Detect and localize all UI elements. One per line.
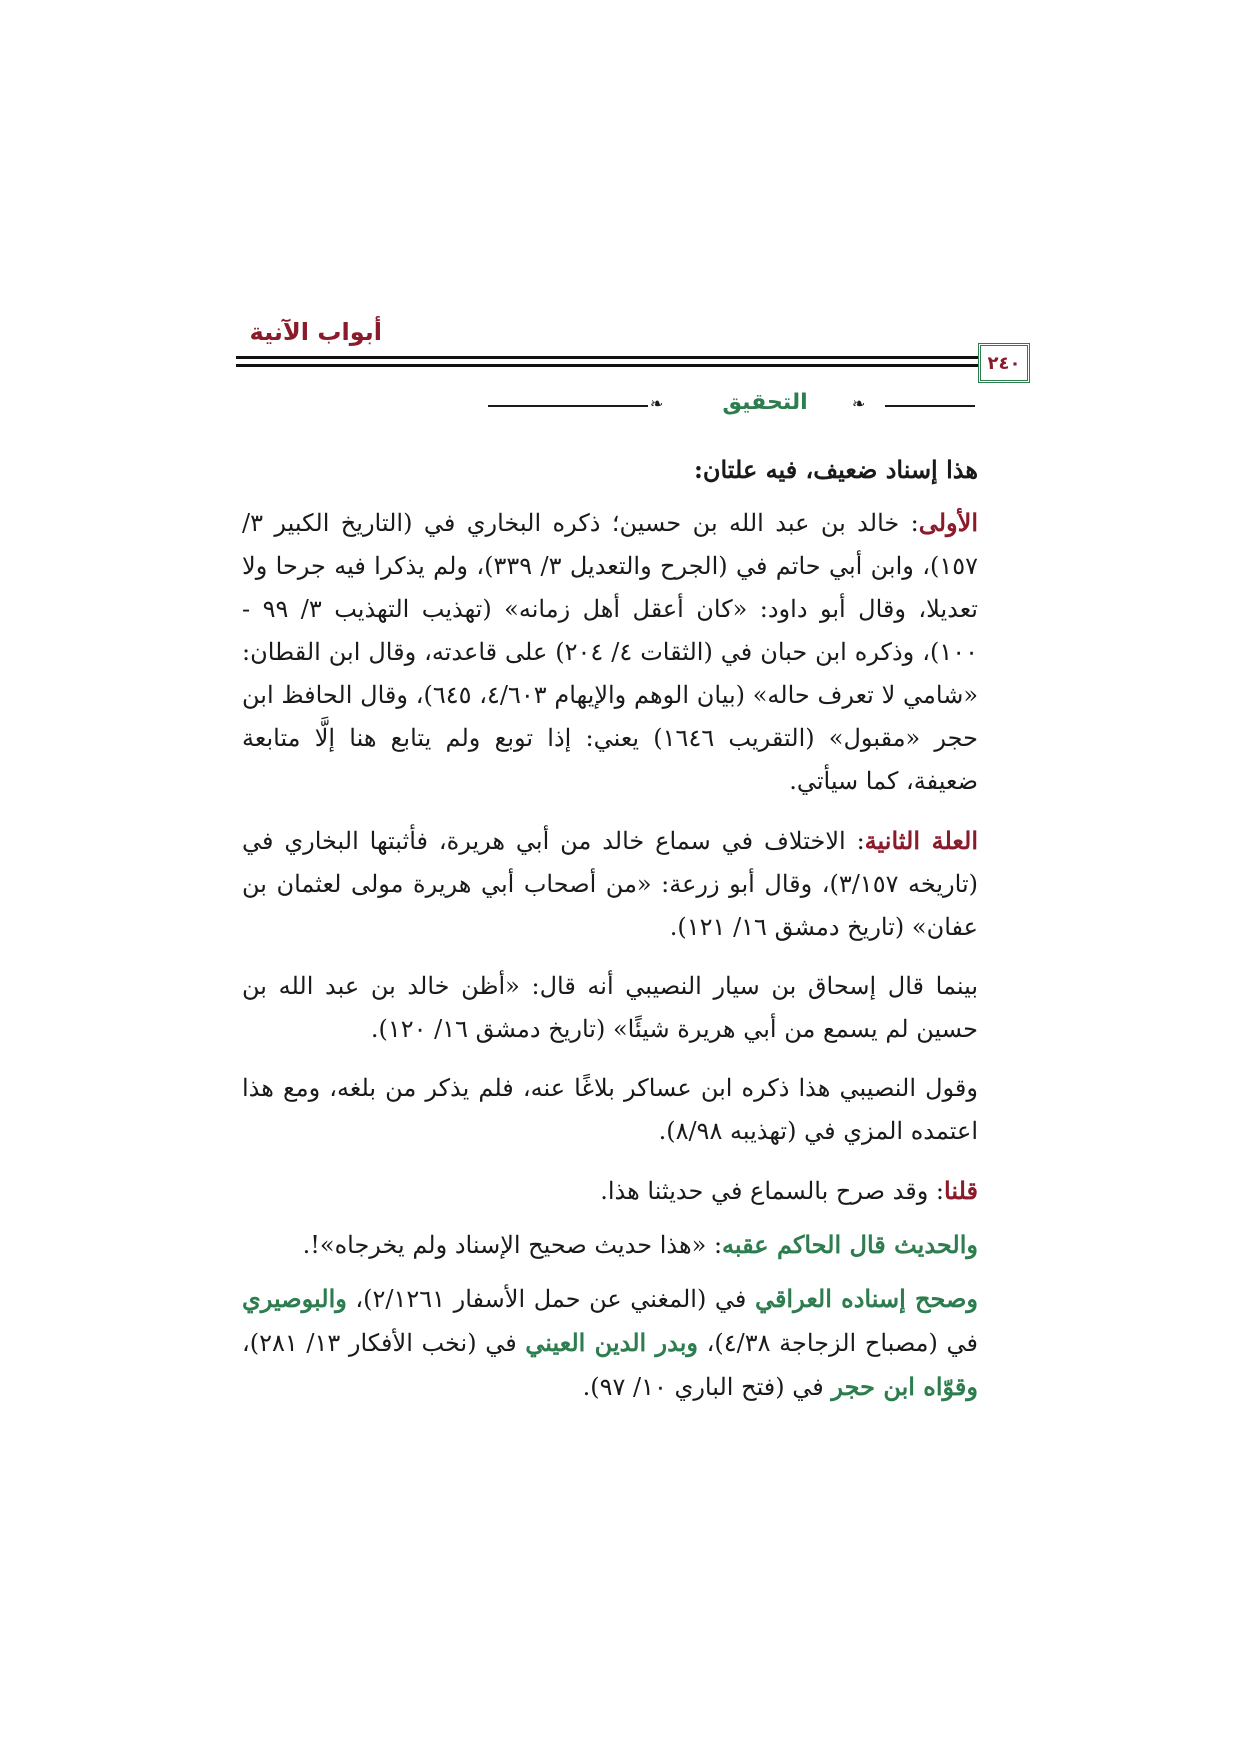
second-reason-label: العلة الثانية <box>864 826 978 855</box>
qulna-text: : وقد صرح بالسماع في حديثنا هذا. <box>600 1177 945 1205</box>
first-reason-label: الأولى <box>918 508 978 537</box>
paragraph-nusaybi-comment: وقول النصيبي هذا ذكره ابن عساكر بلاغًا عنه، فلم يذكر من بلغه، ومع هذا اعتمده المزي في (تهذيبه ٨/٩٨). <box>242 1074 978 1145</box>
busiri-text: في (مصباح الزجاجة ٤/٣٨)، <box>698 1329 978 1357</box>
page-number: ٢٤٠ <box>978 343 1030 383</box>
paragraph-authentication <box>242 1277 978 1409</box>
first-reason-text: : خالد بن عبد الله بن حسين؛ ذكره البخاري في (التاريخ الكبير ٣/ ١٥٧)، وابن أبي حاتم في (الجرح والتعديل ٣/ ٣٣٩)، ولم يذكرا فيه جرحا ولا تعديلا، وقال أبو داود: «كان أعقل أهل زمانه» (تهذيب التهذيب ٣/ ٩٩ - ١٠٠)، وذكره ابن حبان في (الثقات ٤/ ٢٠٤) على قاعدته، وقال ابن القطان: «شامي لا تعرف حاله» (بيان الوهم والإيهام ٤/٦٠٣، ٦٤٥)، وقال الحافظ ابن حجر «مقبول» (التقريب ١٦٤٦) يعني: إذا توبع ولم يتابع هنا إلَّا متابعة ضعيفة، كما سيأتي. <box>242 509 979 795</box>
paragraph-qulna <box>242 1169 978 1213</box>
ibn-hajar-label: وقوّاه ابن حجر <box>831 1372 978 1401</box>
paragraph-nusaybi-quote: بينما قال إسحاق بن سيار النصيبي أنه قال: «أظن خالد بن عبد الله بن حسين لم يسمع من أبي هريرة شيئًا» (تاريخ دمشق ١٦/ ١٢٠). <box>242 972 978 1043</box>
section-divider-right <box>885 405 975 407</box>
hakim-label: والحديث قال الحاكم عقبه <box>722 1230 978 1259</box>
ornament-left-icon: ❧ <box>650 394 664 413</box>
hakim-text: : «هذا حديث صحيح الإسناد ولم يخرجاه»!. <box>302 1231 723 1259</box>
section-divider-left <box>488 405 648 407</box>
header-rule-top <box>236 356 1011 359</box>
header-rule-bottom <box>236 364 1011 367</box>
intro-line: هذا إسناد ضعيف، فيه علتان: <box>693 455 978 484</box>
busiri-label: والبوصيري <box>242 1284 347 1313</box>
ayni-text: في (نخب الأفكار ١٣/ ٢٨١)، <box>242 1329 526 1357</box>
qulna-label: قلنا <box>944 1176 978 1205</box>
chapter-title: أبواب الآنية <box>249 318 382 346</box>
paragraph-first-reason <box>242 501 978 803</box>
ornament-right-icon: ❧ <box>852 394 866 413</box>
section-header <box>0 388 1240 424</box>
ibn-hajar-text: في (فتح الباري ١٠/ ٩٧). <box>582 1373 832 1401</box>
ayni-label: وبدر الدين العيني <box>525 1328 699 1357</box>
section-title: التحقيق <box>722 390 808 415</box>
iraqi-text: في (المغني عن حمل الأسفار ٢/١٢٦١)، <box>346 1285 755 1313</box>
iraqi-label: وصحح إسناده العراقي <box>754 1284 978 1313</box>
paragraph-hakim <box>242 1223 978 1267</box>
paragraph-second-reason <box>242 819 978 949</box>
second-reason-text: : الاختلاف في سماع خالد من أبي هريرة، فأثبتها البخاري في (تاريخه ٣/١٥٧)، وقال أبو زرعة: «من أصحاب أبي هريرة مولى لعثمان بن عفان» (تاريخ دمشق ١٦/ ١٢١). <box>242 827 978 941</box>
body-text <box>242 448 978 1425</box>
